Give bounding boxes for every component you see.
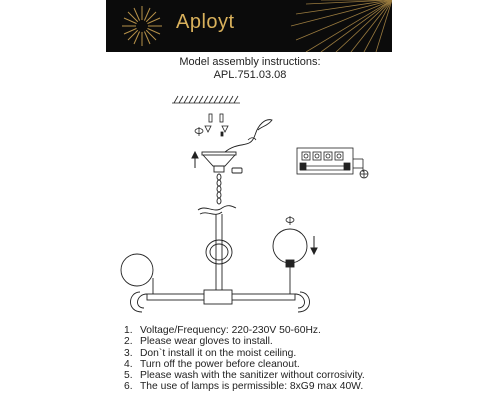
list-item: 5. Please wash with the sanitizer without corrosivity. xyxy=(124,370,365,382)
power-wire xyxy=(225,120,272,152)
rotate-icon xyxy=(195,127,203,136)
list-item: 1. Voltage/Frequency: 220-230V 50-60Hz. xyxy=(124,325,321,336)
list-item: 3. Don`t install it on the moist ceiling. xyxy=(124,347,297,359)
suspension-chain xyxy=(198,174,236,292)
brand-name: Aployt xyxy=(176,11,235,33)
model-number: APL.751.03.08 xyxy=(213,69,287,81)
frame-bar xyxy=(131,290,310,312)
left-glass-globe xyxy=(121,254,153,294)
list-item: 4. Turn off the power before cleanout. xyxy=(124,358,300,370)
arrow-up-icon xyxy=(192,152,198,168)
sun-logo-icon xyxy=(106,0,392,52)
arrow-down-icon xyxy=(311,236,317,254)
rotate-icon xyxy=(286,216,294,225)
page-title: Model assembly instructions: xyxy=(179,56,321,68)
instructions-list xyxy=(124,325,365,393)
earth-ground-icon xyxy=(360,170,368,178)
assembly-diagram xyxy=(0,84,500,324)
wiring-terminal-icon xyxy=(297,148,363,174)
list-item: 2. Please wear gloves to install. xyxy=(124,336,273,348)
mounting-screws xyxy=(205,114,228,136)
ceiling-canopy xyxy=(202,152,242,173)
ceiling-hatch xyxy=(172,96,240,103)
right-glass-globe xyxy=(273,229,307,294)
list-item: 6. The use of lamps is permissible: 8xG9 max 40W. xyxy=(124,381,364,393)
brand-banner xyxy=(106,0,392,52)
center-loop xyxy=(206,240,232,264)
